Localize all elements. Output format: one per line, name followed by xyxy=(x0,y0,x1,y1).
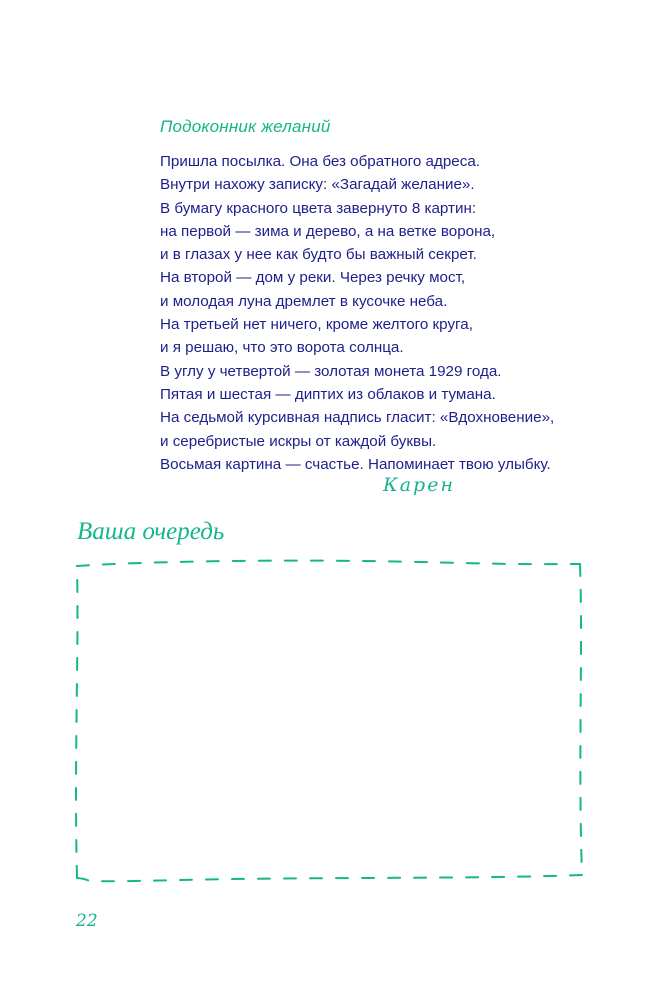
poem-line: На второй — дом у реки. Через речку мост, xyxy=(160,269,466,287)
poem-line: В бумагу красного цвета завернуто 8 картин: xyxy=(160,199,477,217)
poem-line: Пятая и шестая — диптих из облаков и тумана. xyxy=(160,385,496,403)
poem-line: Внутри нахожу записку: «Загадай желание». xyxy=(160,176,475,194)
poem-line: Пришла посылка. Она без обратного адреса. xyxy=(160,153,480,170)
poem-line: На седьмой курсивная надпись гласит: «Вдохновение», xyxy=(160,409,555,427)
poem-title: Подоконник желаний xyxy=(160,117,331,136)
poem-line: и серебристые искры от каждой буквы. xyxy=(160,432,437,450)
poem-line: На третьей нет ничего, кроме желтого круга, xyxy=(160,316,473,334)
exercise-heading: Ваша очередь xyxy=(77,518,225,545)
page-number: 22 xyxy=(76,911,98,931)
poem-line: и я решаю, что это ворота солнца. xyxy=(160,339,404,357)
poem-line: и молодая луна дремлет в кусочке неба. xyxy=(160,292,448,310)
author-signature: Карен xyxy=(383,474,455,496)
poem-line: и в глазах у нее как будто бы важный секрет. xyxy=(160,246,477,264)
poem-line: В углу у четвертой — золотая монета 1929 года. xyxy=(160,362,502,380)
poem-line: на первой — зима и дерево, а на ветке ворона, xyxy=(160,222,496,240)
poem-line: Восьмая картина — счастье. Напоминает твою улыбку. xyxy=(160,455,551,473)
